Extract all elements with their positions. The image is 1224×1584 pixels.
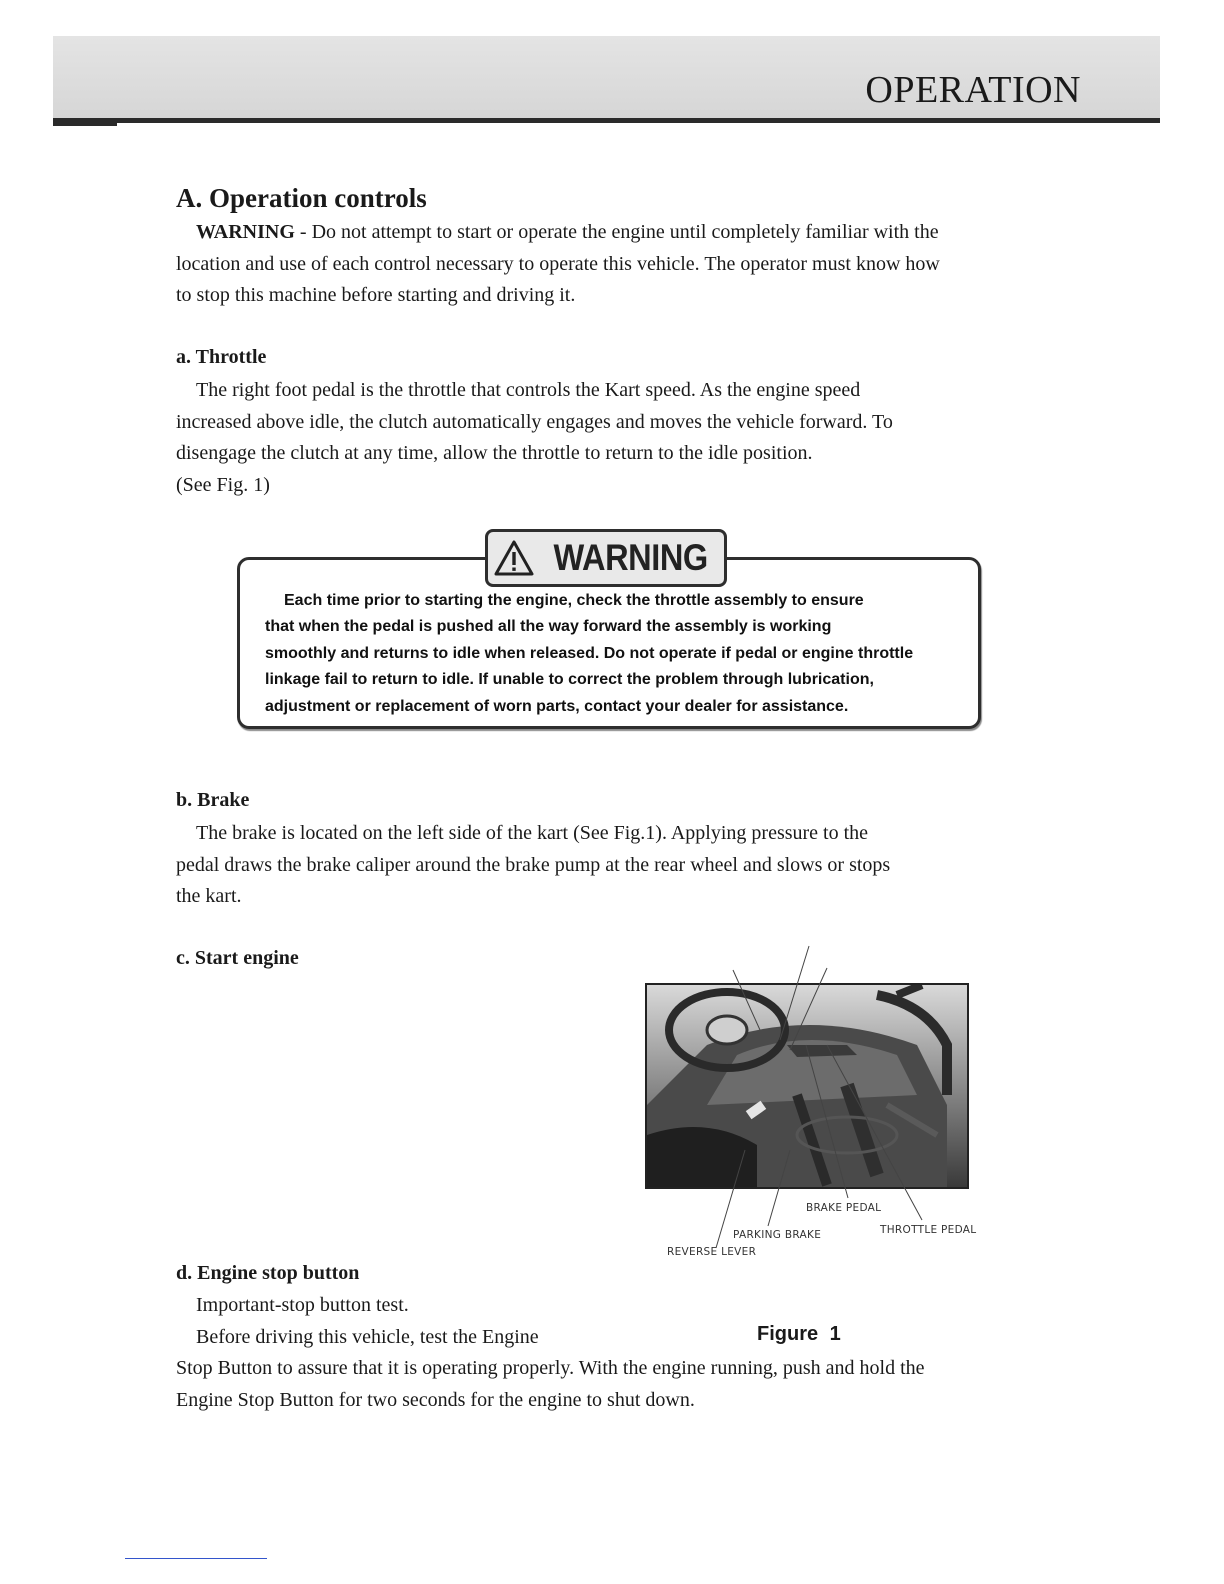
throttle-line-2: increased above idle, the clutch automatically engages and moves the vehicle forward. To (176, 410, 893, 433)
brake-heading: b. Brake (176, 789, 250, 811)
intro-paragraph (176, 217, 940, 312)
callout-reverse-lever: REVERSE LEVER (667, 1246, 757, 1258)
warning-text (265, 588, 913, 720)
callout-throttle-pedal: THROTTLE PEDAL (880, 1224, 977, 1236)
warning-line-3: smoothly and returns to idle when released. Do not operate if pedal or engine throttle (265, 644, 914, 662)
throttle-heading: a. Throttle (176, 346, 267, 368)
warning-line-5: adjustment or replacement of worn parts, contact your dealer for assistance. (265, 697, 849, 715)
callout-parking-brake: PARKING BRAKE (733, 1229, 822, 1241)
warning-triangle-icon (493, 539, 535, 577)
engine-stop-line-3: Stop Button to assure that it is operating properly. With the engine running, push and hold the (176, 1357, 925, 1380)
figure-caption: Figure 1 (757, 1323, 841, 1345)
brake-line-3: the kart. (176, 885, 242, 908)
throttle-paragraph (176, 375, 893, 502)
brake-line-1: The brake is located on the left side of the kart (See Fig.1). Applying pressure to the (196, 822, 869, 844)
intro-line-2: location and use of each control necessary to operate this vehicle. The operator must know how (176, 252, 940, 275)
engine-stop-line-2: Before driving this vehicle, test the Engine (196, 1325, 539, 1348)
kart-cockpit-photo (645, 983, 969, 1189)
throttle-line-4: (See Fig. 1) (176, 474, 270, 497)
header-rule-accent (53, 123, 117, 126)
engine-stop-line-4: Engine Stop Button for two seconds for the engine to shut down. (176, 1389, 695, 1412)
engine-stop-line-1: Important-stop button test. (196, 1294, 409, 1316)
engine-stop-paragraph (176, 1290, 925, 1417)
warning-label (485, 529, 727, 587)
engine-stop-heading: d. Engine stop button (176, 1262, 360, 1284)
footer-rule (125, 1558, 267, 1559)
brake-paragraph (176, 818, 890, 913)
intro-line-1: - Do not attempt to start or operate the engine until completely familiar with the (294, 221, 939, 243)
throttle-line-1: The right foot pedal is the throttle that controls the Kart speed. As the engine speed (196, 379, 861, 401)
warning-line-2: that when the pedal is pushed all the way forward the assembly is working (265, 618, 832, 636)
throttle-line-3: disengage the clutch at any time, allow the throttle to return to the idle position. (176, 442, 813, 465)
warning-label-text: WARNING (553, 537, 709, 578)
section-title: A. Operation controls (176, 183, 427, 213)
intro-keyword: WARNING (196, 221, 295, 243)
warning-line-4: linkage fail to return to idle. If unable to correct the problem through lubrication, (265, 671, 874, 689)
start-engine-heading: c. Start engine (176, 947, 299, 969)
page-title: OPERATION (865, 69, 1081, 111)
brake-line-2: pedal draws the brake caliper around the brake pump at the rear wheel and slows or stops (176, 853, 891, 876)
header-rule (53, 118, 1160, 123)
intro-line-3: to stop this machine before starting and driving it. (176, 284, 576, 307)
callout-brake-pedal: BRAKE PEDAL (806, 1202, 882, 1214)
warning-line-1: Each time prior to starting the engine, check the throttle assembly to ensure (284, 592, 864, 609)
